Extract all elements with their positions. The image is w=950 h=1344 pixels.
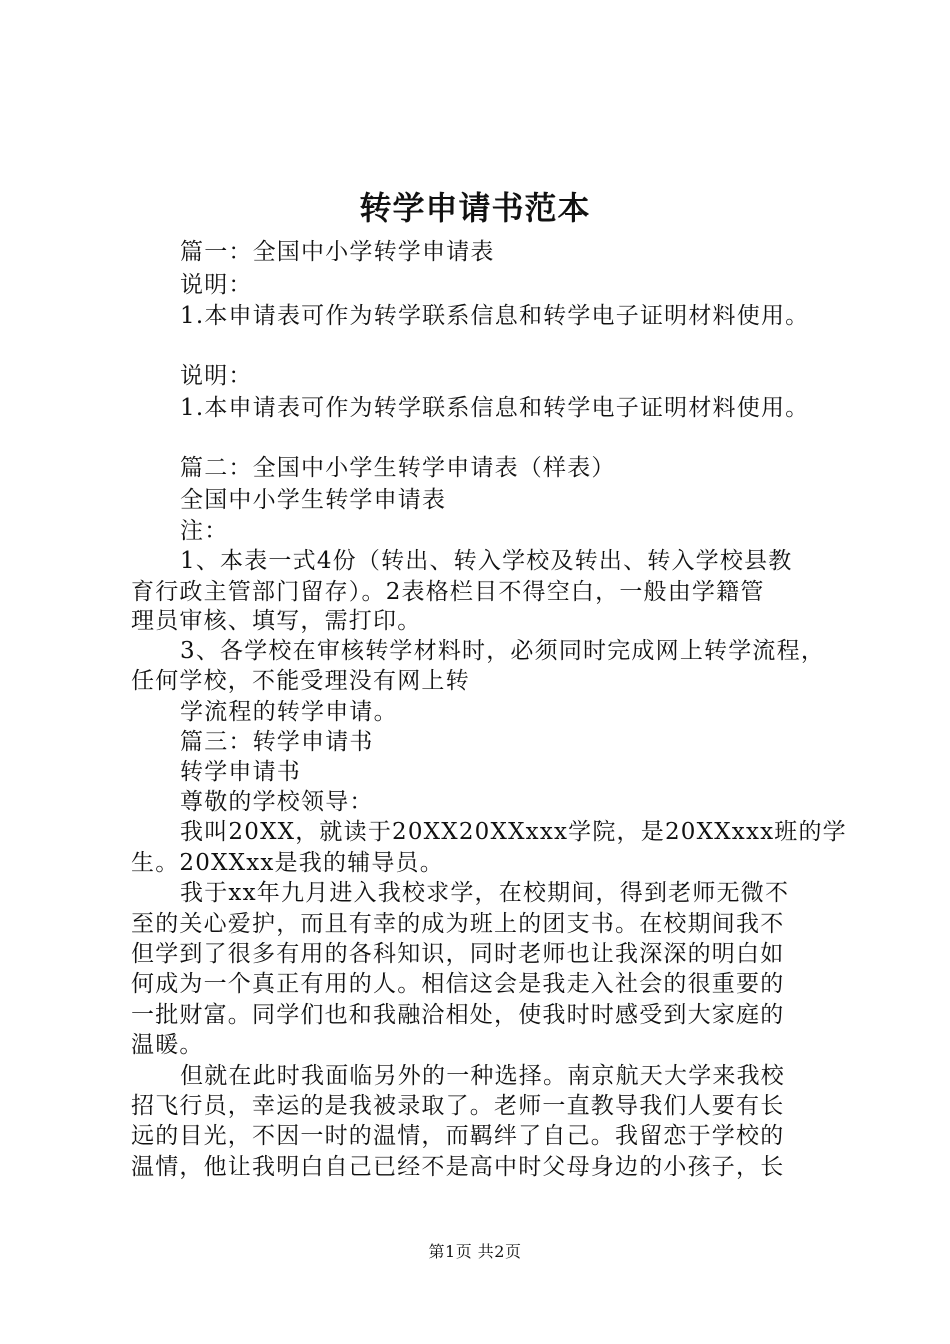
text-line-salutation: 尊敬的学校领导： (180, 789, 374, 815)
text-line-remark: 学流程的转学申请。 (180, 699, 398, 725)
text-line-form-title: 全国中小学生转学申请表 (180, 487, 447, 513)
text-line-letter-body: 温暖。 (131, 1032, 204, 1058)
text-line-section-one-heading: 篇一：全国中小学转学申请表 (180, 239, 495, 265)
text-line-letter-body: 招飞行员，幸运的是我被录取了。老师一直教导我们人要有长 (131, 1093, 785, 1119)
text-line-letter-body: 我叫20XX，就读于20XX20XXxxx学院，是20XXxxx班的学 (180, 819, 847, 845)
text-line-note-label: 说明： (180, 363, 253, 389)
text-line-letter-body: 温情，他让我明白自己已经不是高中时父母身边的小孩子，长 (131, 1154, 785, 1180)
text-line-section-three-heading: 篇三：转学申请书 (180, 729, 374, 755)
text-line-letter-body: 远的目光，不因一时的温情，而羁绊了自己。我留恋于学校的 (131, 1123, 785, 1149)
text-line-letter-body: 何成为一个真正有用的人。相信这会是我走入社会的很重要的 (131, 971, 785, 997)
text-line-remark: 1、本表一式4份（转出、转入学校及转出、转入学校县教 (180, 548, 793, 574)
text-line-letter-body: 至的关心爱护，而且有幸的成为班上的团支书。在校期间我不 (131, 911, 785, 937)
text-line-letter-body: 我于xx年九月进入我校求学，在校期间，得到老师无微不 (180, 880, 790, 906)
text-line-remark: 育行政主管部门留存）。2表格栏目不得空白，一般由学籍管 (131, 579, 765, 605)
document-title: 转学申请书范本 (359, 189, 591, 227)
text-line-note-label: 说明： (180, 272, 253, 298)
text-line-note-item: 1.本申请表可作为转学联系信息和转学电子证明材料使用。 (180, 303, 810, 329)
text-line-remark: 3、各学校在审核转学材料时，必须同时完成网上转学流程， (180, 638, 826, 664)
text-line-letter-body: 但学到了很多有用的各科知识，同时老师也让我深深的明白如 (131, 941, 785, 967)
text-line-letter-body: 但就在此时我面临另外的一种选择。南京航天大学来我校 (180, 1063, 785, 1089)
text-line-letter-title: 转学申请书 (180, 759, 301, 785)
text-line-letter-body: 生。20XXxx是我的辅导员。 (131, 850, 444, 876)
text-line-note-item: 1.本申请表可作为转学联系信息和转学电子证明材料使用。 (180, 395, 810, 421)
page-footer: 第1页 共2页 (428, 1242, 522, 1261)
text-line-letter-body: 一批财富。同学们也和我融洽相处，使我时时感受到大家庭的 (131, 1002, 785, 1028)
text-line-remark: 理员审核、填写，需打印。 (131, 608, 422, 634)
text-line-remark: 任何学校，不能受理没有网上转 (131, 668, 470, 694)
text-line-section-two-heading: 篇二：全国中小学生转学申请表（样表） (180, 455, 616, 481)
text-line-remark-label: 注： (180, 518, 229, 544)
